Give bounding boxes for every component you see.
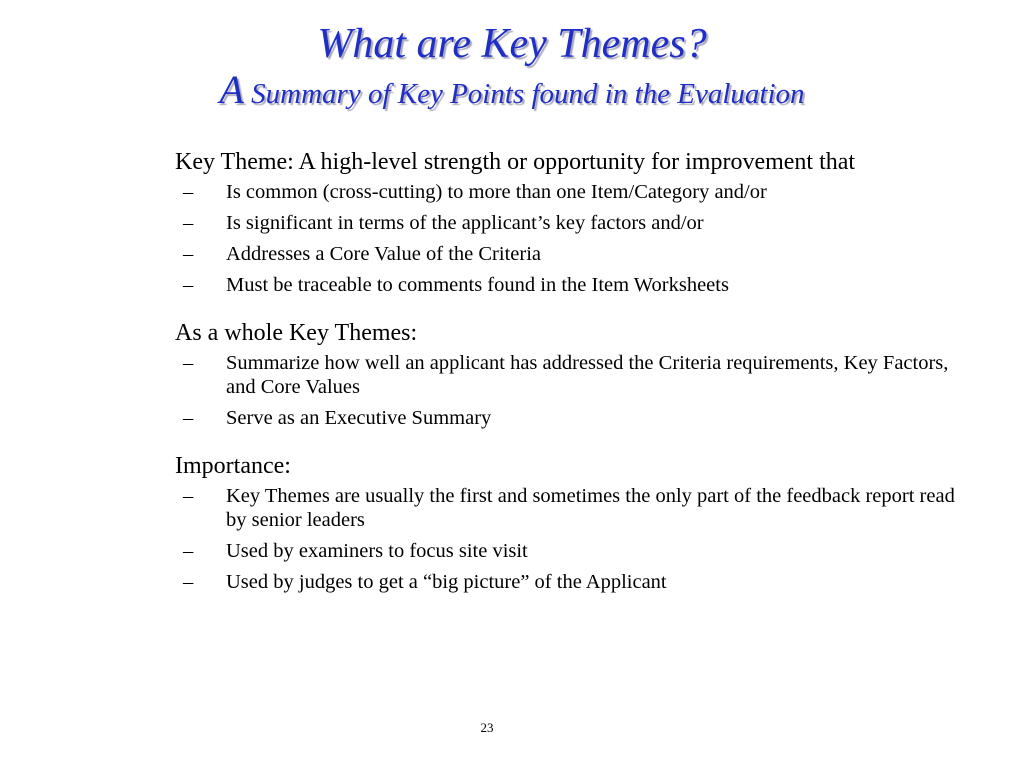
title-subtitle-initial: A bbox=[219, 67, 244, 112]
list-item-text: Summarize how well an applicant has addressed the Criteria requirements, Key Factors, and Core Values bbox=[226, 352, 949, 398]
title-subtitle bbox=[0, 67, 1024, 114]
list-item bbox=[175, 539, 955, 563]
list-item bbox=[175, 570, 955, 594]
section-as-a-whole bbox=[175, 319, 955, 430]
section-importance bbox=[175, 452, 955, 594]
section-heading: As a whole Key Themes: bbox=[175, 320, 418, 346]
list-item bbox=[175, 351, 955, 399]
list-item-text: Is common (cross-cutting) to more than one Item/Category and/or bbox=[226, 181, 767, 203]
title-main: What are Key Themes? bbox=[317, 21, 707, 67]
dash-marker: – bbox=[183, 540, 194, 562]
list-item bbox=[175, 484, 955, 532]
dash-marker: – bbox=[183, 571, 194, 593]
list-item bbox=[175, 406, 955, 430]
dash-marker: – bbox=[183, 181, 194, 203]
list-item bbox=[175, 180, 955, 204]
bullet-list bbox=[175, 351, 955, 430]
list-item-text: Used by examiners to focus site visit bbox=[226, 540, 528, 562]
list-item-text: Serve as an Executive Summary bbox=[226, 407, 492, 429]
dash-marker: – bbox=[183, 352, 194, 374]
dash-marker: – bbox=[183, 274, 194, 296]
dash-marker: – bbox=[183, 243, 194, 265]
list-item bbox=[175, 242, 955, 266]
section-key-theme-definition bbox=[175, 148, 955, 297]
list-item bbox=[175, 211, 955, 235]
list-item-text: Must be traceable to comments found in the Item Worksheets bbox=[226, 274, 729, 296]
title-subtitle-rest: Summary of Key Points found in the Evaluation bbox=[243, 78, 805, 110]
dash-marker: – bbox=[183, 407, 194, 429]
list-item-text: Used by judges to get a “big picture” of the Applicant bbox=[226, 571, 667, 593]
dash-marker: – bbox=[183, 212, 194, 234]
slide-title bbox=[0, 18, 1024, 114]
section-heading: Key Theme: A high-level strength or opportunity for improvement that bbox=[175, 149, 856, 175]
slide-body bbox=[175, 148, 955, 616]
section-heading: Importance: bbox=[175, 453, 291, 479]
list-item bbox=[175, 273, 955, 297]
list-item-text: Addresses a Core Value of the Criteria bbox=[226, 243, 541, 265]
dash-marker: – bbox=[183, 485, 194, 507]
page-number: 23 bbox=[480, 720, 494, 735]
list-item-text: Is significant in terms of the applicant’s key factors and/or bbox=[226, 212, 704, 234]
bullet-list bbox=[175, 484, 955, 594]
list-item-text: Key Themes are usually the first and sometimes the only part of the feedback report read by senior leaders bbox=[226, 485, 955, 531]
bullet-list bbox=[175, 180, 955, 297]
